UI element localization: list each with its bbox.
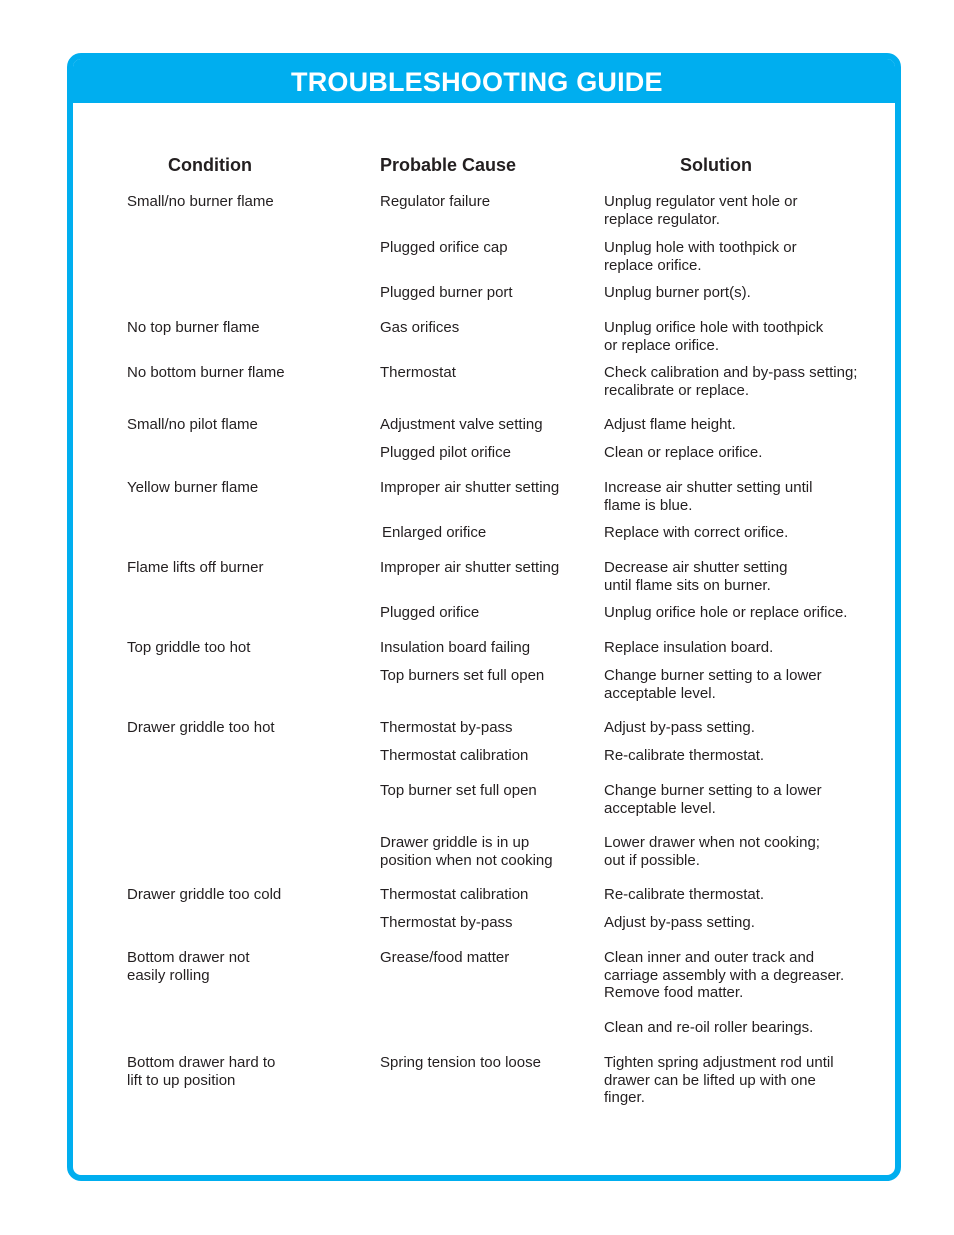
solution-cell: Clean inner and outer track and carriage assembly with a degreaser. Remove food matter.: [604, 949, 845, 1001]
solution-cell: Tighten spring adjustment rod until drawer can be lifted up with one finger.: [604, 1054, 834, 1106]
solution-cell: Decrease air shutter setting until flame sits on burner.: [604, 559, 788, 594]
cause-cell: Grease/food matter: [380, 949, 510, 966]
solution-cell: Adjust by-pass setting.: [604, 719, 755, 736]
cause-cell: Top burners set full open: [380, 667, 545, 684]
column-header-condition: Condition: [168, 155, 252, 175]
cause-cell: Insulation board failing: [380, 639, 531, 656]
condition-cell: Drawer griddle too hot: [127, 719, 275, 736]
solution-cell: Clean and re-oil roller bearings.: [604, 1019, 814, 1036]
cause-cell: Spring tension too loose: [380, 1054, 541, 1071]
solution-cell: Unplug hole with toothpick or replace orifice.: [604, 239, 797, 274]
cause-cell: Adjustment valve setting: [380, 416, 543, 433]
solution-cell: Replace with correct orifice.: [604, 524, 789, 541]
condition-cell: Yellow burner flame: [127, 479, 259, 496]
condition-cell: Small/no pilot flame: [127, 416, 258, 433]
solution-cell: Change burner setting to a lower acceptable level.: [604, 667, 822, 702]
column-header-cause: Probable Cause: [380, 155, 517, 175]
cause-cell: Thermostat calibration: [380, 747, 529, 764]
cause-cell: Thermostat by-pass: [380, 719, 513, 736]
solution-cell: Replace insulation board.: [604, 639, 774, 656]
title-banner: [73, 59, 895, 103]
solution-cell: Check calibration and by-pass setting; recalibrate or replace.: [604, 364, 858, 399]
condition-cell: No bottom burner flame: [127, 364, 285, 381]
condition-cell: Drawer griddle too cold: [127, 886, 282, 903]
cause-cell: Regulator failure: [380, 193, 491, 210]
cause-cell: Top burner set full open: [380, 782, 537, 799]
condition-cell: Top griddle too hot: [127, 639, 251, 656]
page-title: TROUBLESHOOTING GUIDE: [291, 67, 663, 97]
cause-cell: Gas orifices: [380, 319, 460, 336]
cause-cell: Plugged orifice: [380, 604, 480, 621]
condition-cell: No top burner flame: [127, 319, 260, 336]
cause-cell: Improper air shutter setting: [380, 559, 560, 576]
condition-cell: Small/no burner flame: [127, 193, 274, 210]
solution-cell: Re-calibrate thermostat.: [604, 886, 765, 903]
solution-cell: Clean or replace orifice.: [604, 444, 763, 461]
solution-cell: Lower drawer when not cooking; out if possible.: [604, 834, 820, 869]
cause-cell: Plugged burner port: [380, 284, 513, 301]
condition-cell: Bottom drawer not easily rolling: [127, 949, 250, 984]
cause-cell: Thermostat: [380, 364, 456, 381]
solution-cell: Increase air shutter setting until flame is blue.: [604, 479, 813, 514]
cause-cell: Plugged pilot orifice: [380, 444, 511, 461]
cause-cell: Thermostat by-pass: [380, 914, 513, 931]
solution-cell: Change burner setting to a lower acceptable level.: [604, 782, 822, 817]
condition-cell: Bottom drawer hard to lift to up position: [127, 1054, 276, 1089]
cause-cell: Improper air shutter setting: [380, 479, 560, 496]
cause-cell: Thermostat calibration: [380, 886, 529, 903]
solution-cell: Unplug regulator vent hole or replace regulator.: [604, 193, 798, 228]
solution-cell: Unplug orifice hole or replace orifice.: [604, 604, 848, 621]
solution-cell: Unplug burner port(s).: [604, 284, 751, 301]
solution-cell: Unplug orifice hole with toothpick or replace orifice.: [604, 319, 824, 354]
solution-cell: Re-calibrate thermostat.: [604, 747, 765, 764]
solution-cell: Adjust by-pass setting.: [604, 914, 755, 931]
cause-cell: Drawer griddle is in up position when not cooking: [380, 834, 553, 869]
condition-cell: Flame lifts off burner: [127, 559, 264, 576]
cause-cell: Enlarged orifice: [382, 524, 487, 541]
column-header-solution: Solution: [680, 155, 752, 175]
cause-cell: Plugged orifice cap: [380, 239, 508, 256]
solution-cell: Adjust flame height.: [604, 416, 736, 433]
